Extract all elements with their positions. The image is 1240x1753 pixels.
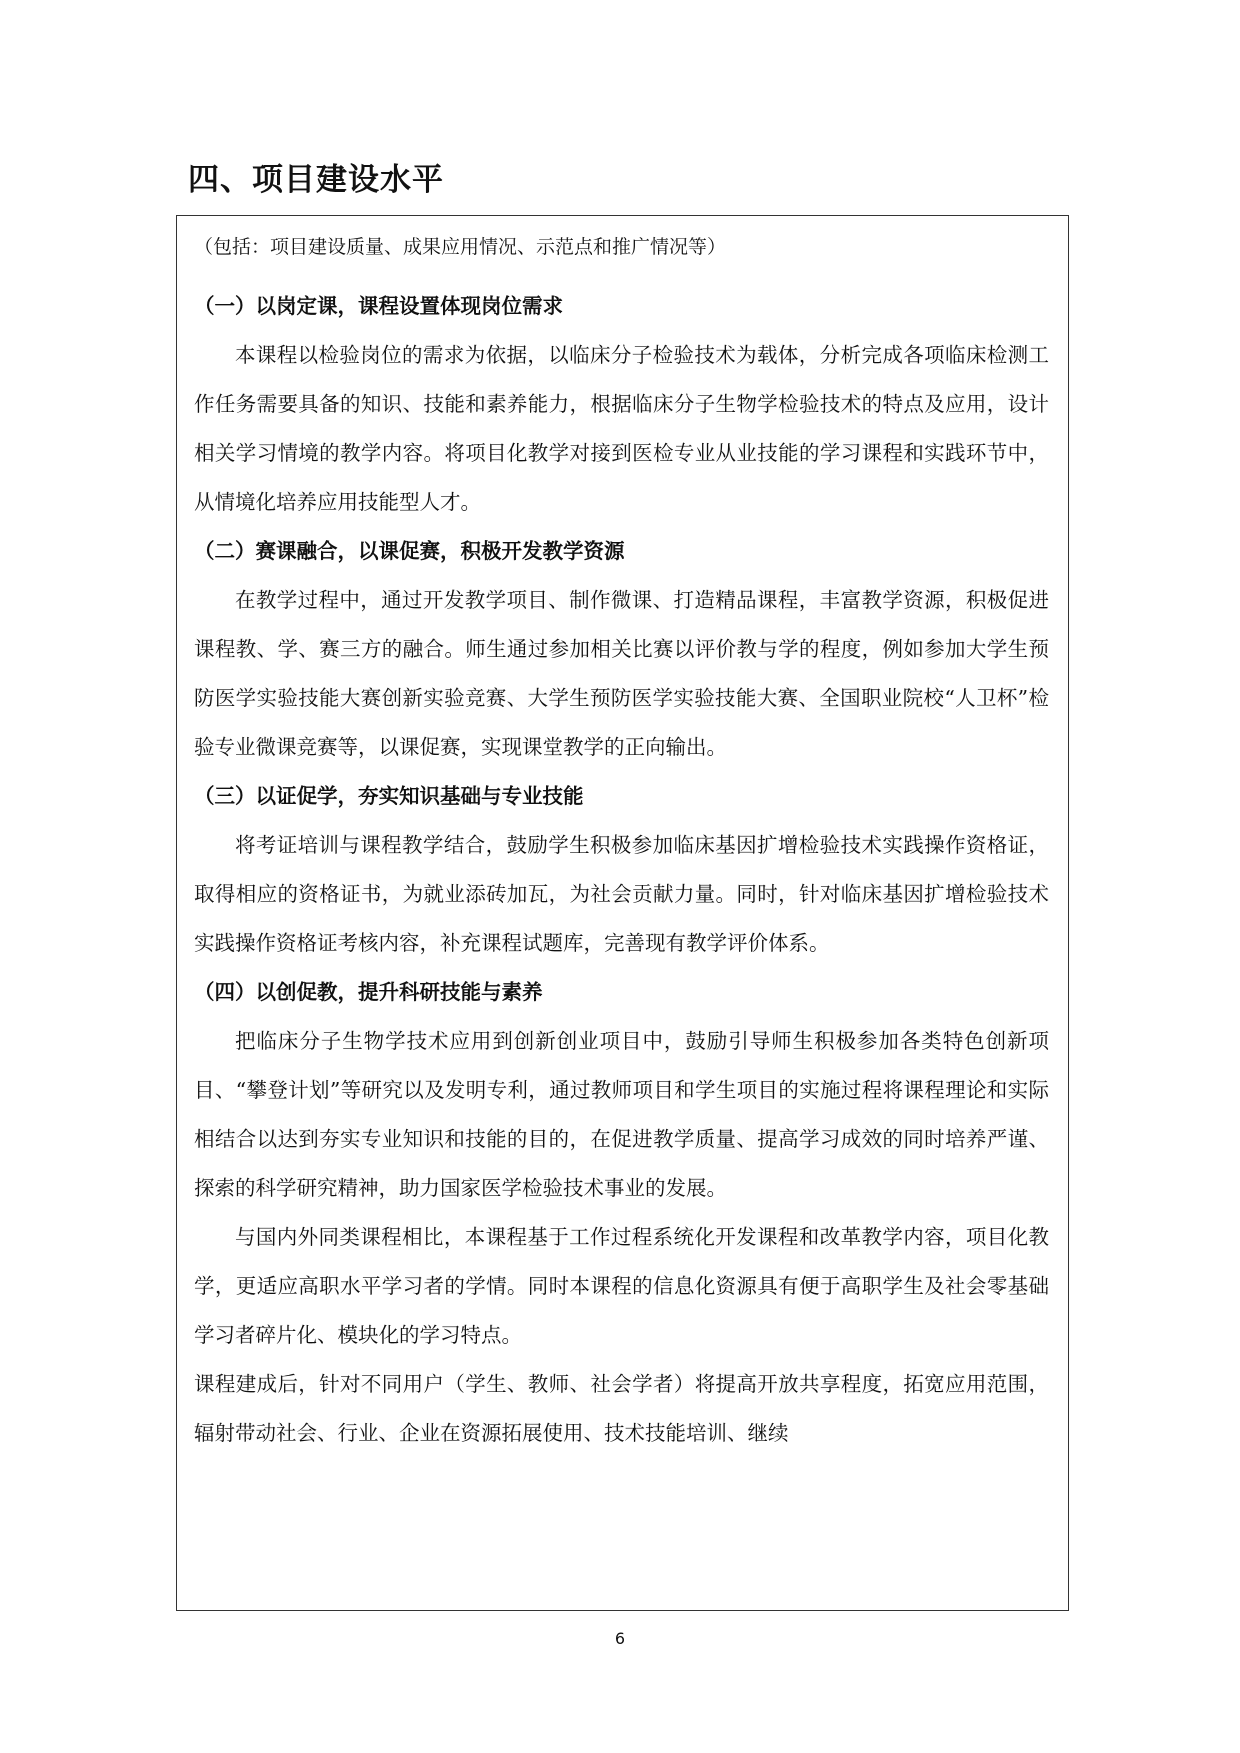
section-paragraph-1: 本课程以检验岗位的需求为依据，以临床分子检验技术为载体，分析完成各项临床检测工作任务需要具备的知识、技能和素养能力，根据临床分子生物学检验技术的特点及应用，设计相关学习情境的教学内容。将项目化教学对接到医检专业从业技能的学习课程和实践环节中，从情境化培养应用技能型人才。 — [194, 343, 1049, 514]
closing-paragraph: 课程建成后，针对不同用户（学生、教师、社会学者）将提高开放共享程度，拓宽应用范围，辐射带动社会、行业、企业在资源拓展使用、技术技能培训、继续 — [194, 1372, 1049, 1445]
section-heading-1: （一）以岗定课，课程设置体现岗位需求 — [194, 294, 563, 318]
section-paragraph-2: 在教学过程中，通过开发教学项目、制作微课、打造精品课程，丰富教学资源，积极促进课程教、学、赛三方的融合。师生通过参加相关比赛以评价教与学的程度，例如参加大学生预防医学实验技能大赛创新实验竞赛、大学生预防医学实验技能大赛、全国职业院校“人卫杯”检验专业微课竞赛等，以课促赛，实现课堂教学的正向输出。 — [194, 588, 1049, 759]
section-paragraph-3: 将考证培训与课程教学结合，鼓励学生积极参加临床基因扩增检验技术实践操作资格证，取得相应的资格证书，为就业添砖加瓦，为社会贡献力量。同时，针对临床基因扩增检验技术实践操作资格证考核内容，补充课程试题库，完善现有教学评价体系。 — [194, 833, 1049, 955]
scope-note: （包括：项目建设质量、成果应用情况、示范点和推广情况等） — [194, 236, 727, 258]
section-heading-2: （二）赛课融合，以课促赛，积极开发教学资源 — [194, 539, 625, 563]
section-paragraph-4b: 与国内外同类课程相比，本课程基于工作过程系统化开发课程和改革教学内容，项目化教学，更适应高职水平学习者的学情。同时本课程的信息化资源具有便于高职学生及社会零基础学习者碎片化、模块化的学习特点。 — [194, 1225, 1049, 1347]
section-paragraph-4a: 把临床分子生物学技术应用到创新创业项目中，鼓励引导师生积极参加各类特色创新项目、“攀登计划”等研究以及发明专利，通过教师项目和学生项目的实施过程将课程理论和实际相结合以达到夯实专业知识和技能的目的，在促进教学质量、提高学习成效的同时培养严谨、探索的科学研究精神，助力国家医学检验技术事业的发展。 — [194, 1029, 1049, 1200]
page-number: 6 — [614, 1629, 626, 1648]
page-title: 四、项目建设水平 — [188, 162, 444, 198]
content-body — [194, 232, 1049, 1458]
section-heading-4: （四）以创促教，提升科研技能与素养 — [194, 980, 543, 1004]
content-box — [176, 215, 1069, 1611]
section-heading-3: （三）以证促学，夯实知识基础与专业技能 — [194, 784, 584, 808]
